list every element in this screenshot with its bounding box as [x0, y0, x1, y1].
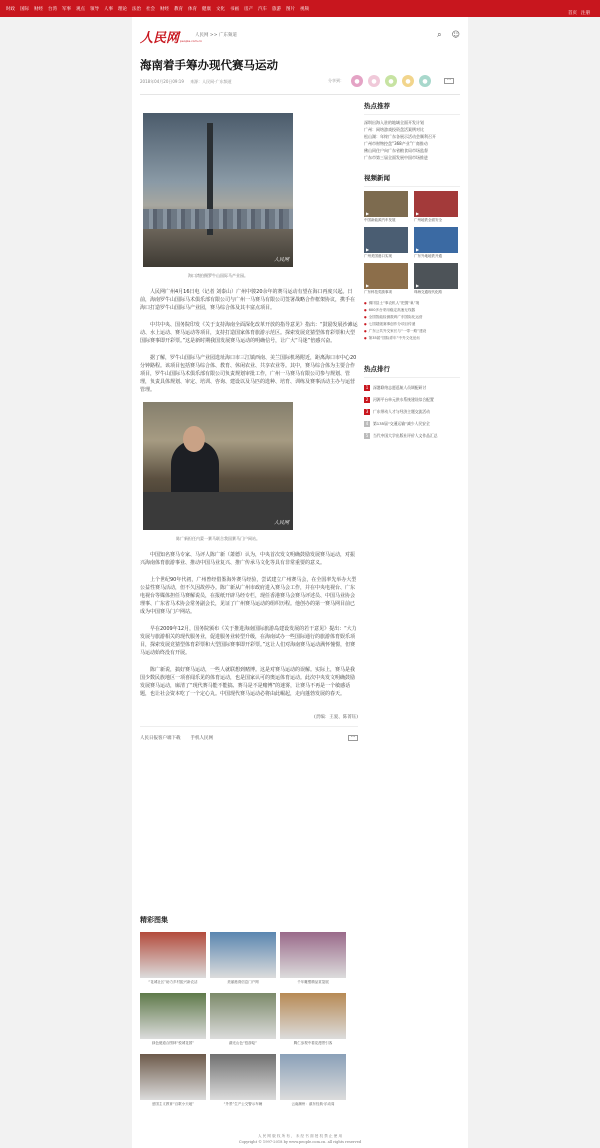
- gallery-caption[interactable]: 湖光山色“悠游绘”: [228, 1041, 258, 1045]
- top-nav-link[interactable]: 社会: [146, 6, 155, 12]
- hot-rank-item[interactable]: [364, 394, 460, 406]
- photo-2-caption: 陈广新担任内蒙一赛马联合我国赛马门户网站。: [176, 536, 260, 541]
- site-header: [140, 25, 460, 47]
- video-item[interactable]: [364, 263, 408, 295]
- top-nav-links: [6, 6, 568, 12]
- paragraph: 人民网广州4月16日电（记者 刘泰山）广州中骏20余年的赛马运动有望在海口再度兴起。日前，海南罗牛山国际马术俱乐部有限公司与广州一马赛马有限公司签署战略合作框架协议，携手在海口打造罗牛山国际马产业园，赛马综合体及其丰富点项目。: [140, 289, 356, 311]
- top-nav-link[interactable]: 军事: [62, 6, 71, 12]
- gallery-caption[interactable]: 绿色便道合围林“悦城花园”: [151, 1041, 195, 1045]
- share-more-icon[interactable]: ●: [419, 75, 431, 87]
- gallery-image[interactable]: [140, 932, 206, 978]
- gallery-caption[interactable]: 千年雕塑精品赏鉴展: [297, 980, 329, 984]
- video-item[interactable]: [414, 263, 458, 295]
- video-caption[interactable]: 广东外地地铁开通: [414, 254, 442, 258]
- hot-rank-item[interactable]: [364, 418, 460, 430]
- search-icon[interactable]: ⌕: [437, 30, 442, 39]
- top-nav-link[interactable]: 国际: [20, 6, 29, 12]
- article-source[interactable]: 来源：人民网-广东频道: [190, 79, 232, 84]
- mobile-site-link[interactable]: 手机人民网: [190, 736, 213, 741]
- paragraph: 上个世纪90年代初，广州曾经借鉴海外赛马经验，尝试建立广州赛马会，在全国率先举办大型公益性赛马活动，但不久因故停办。陈广新从广州市政府进入赛马会工作，并在中央电视台、广东电视台等媒体担任马赛解说员，在报纸开辟马经专栏，现任香港赛马会赛马评述员、中国马业协会理事、广东省马术协会常务副会长，见证了广州赛马运动的组织历程。他创办的第一赛马网目前已成为中国赛马门户网站。: [140, 577, 357, 615]
- video-news-item[interactable]: ● 广东公共外交家长与“一带一路”建设: [364, 328, 460, 335]
- top-nav-link[interactable]: 时政: [6, 6, 15, 12]
- more-button[interactable]: ···: [348, 735, 358, 741]
- hot-recommend-title: 热点推荐: [364, 101, 460, 115]
- article-title: 海南着手筹办现代赛马运动: [140, 58, 278, 72]
- top-nav-link[interactable]: 旅游: [272, 6, 281, 12]
- top-nav-link[interactable]: 文化: [216, 6, 225, 12]
- gallery-item[interactable]: [210, 993, 276, 1046]
- rank-text[interactable]: 河源平台单元供水系统建设综合配置: [373, 397, 434, 402]
- photo-desk-shape: [143, 492, 293, 530]
- top-nav-right-link[interactable]: 注册: [581, 11, 590, 16]
- gallery-item[interactable]: [140, 1054, 206, 1107]
- share-weibo-icon[interactable]: ●: [351, 75, 363, 87]
- gallery-item[interactable]: [210, 1054, 276, 1107]
- video-caption[interactable]: 广州美国港口实现: [364, 254, 392, 258]
- gallery-image[interactable]: [280, 932, 346, 978]
- hot-recommend-list: [364, 119, 460, 161]
- hot-recommend-item[interactable]: 广东市第三届全面发展中国市场推进: [364, 155, 428, 160]
- rank-text[interactable]: 深港联络志愿巡航人员调配研讨: [373, 385, 427, 390]
- gallery-item[interactable]: [280, 1054, 346, 1107]
- top-nav-link[interactable]: 理论: [118, 6, 127, 12]
- top-nav-link[interactable]: 财经: [160, 6, 169, 12]
- gallery-image[interactable]: [210, 993, 276, 1039]
- paragraph: 中国知名赛马专家、马评人陈广新（萧德）认为，中央首次发文明确鼓励发展赛马运动，对振兴海南体育旅游事业、推动中国马业复兴、推广传承马文化等具有非常重要的意义。: [140, 552, 356, 566]
- hot-recommend-item[interactable]: 深圳出海入驻的地域全面开发计划: [364, 120, 424, 125]
- gallery-title: 精彩图集: [140, 916, 168, 924]
- gallery-caption[interactable]: 云南潮州：滇东经典·乐动周: [291, 1102, 335, 1106]
- top-nav-right-link[interactable]: 首页: [568, 11, 577, 16]
- top-nav-link[interactable]: 台湾: [48, 6, 57, 12]
- paragraph: 早在2009年12月，国务院颁布《关于推进海南国际旅游岛建设发展的若干意见》提出：“大力发展与旅游相关的现代服务业，促进服务业转型升级，在海南试办一些国际通行的旅游体育娱乐项目，探索发展竞猜型体育彩票和大型国际赛事即开彩票。”这让人们对海南赛马运动满怀憧憬，但赛马运动始终没有开展。: [140, 626, 357, 656]
- gallery-item[interactable]: [210, 932, 276, 985]
- hot-rank-item[interactable]: [364, 406, 460, 418]
- article-photo-2: [143, 402, 293, 530]
- footer-copyright-cn: 人 民 网 版 权 所 有 ， 未 经 书 面 授 权 禁 止 使 用: [257, 1134, 343, 1138]
- top-nav-link[interactable]: 房产: [244, 6, 253, 12]
- share-qzone-icon[interactable]: ●: [402, 75, 414, 87]
- hot-recommend-item[interactable]: 佛山同住户向广东省粮食局市场监督: [364, 148, 428, 153]
- video-thumbnail[interactable]: [414, 191, 458, 217]
- video-thumbnail[interactable]: [364, 191, 408, 217]
- top-nav-link[interactable]: 健康: [202, 6, 211, 12]
- gallery-item[interactable]: [280, 932, 346, 985]
- top-nav-right: [568, 0, 594, 18]
- video-grid: [364, 191, 460, 295]
- share-bar: [328, 75, 431, 87]
- photo-city-shape: [143, 209, 293, 229]
- gallery-image[interactable]: [140, 993, 206, 1039]
- top-nav-link[interactable]: 教育: [174, 6, 183, 12]
- app-links: [140, 726, 358, 741]
- top-nav-bar: [0, 0, 600, 17]
- video-caption[interactable]: 广东科技奖励事项: [364, 290, 392, 294]
- header-icons: [437, 30, 460, 40]
- top-nav-link[interactable]: 法治: [132, 6, 141, 12]
- hot-rank-title: 热点排行: [364, 364, 460, 378]
- rank-number: 3: [365, 409, 369, 414]
- gallery-item[interactable]: [280, 993, 346, 1046]
- top-nav-link[interactable]: 汽车: [258, 6, 267, 12]
- photo-watermark: 人民网: [273, 520, 289, 526]
- paragraph: 中共中央、国务院印发《关于支持海南全面深化改革开放的指导意见》指出：“鼓励发展沙滩运动、水上运动、赛马运动等项目，支持打造国家体育旅游示范区。探索发展竞猜型体育彩票和大型国际赛事即开彩票。”这是新时期我国发展赛马运动的明确信号，让广大“马迷”倍感兴奋。: [140, 322, 358, 344]
- gallery-caption[interactable]: 美丽港湾信息门户网: [227, 980, 259, 984]
- gallery-caption[interactable]: “花城社区”助力乡村振兴新农活: [148, 980, 198, 984]
- logo-subtext: people.com.cn: [180, 38, 203, 43]
- gallery-grid: [140, 932, 350, 1107]
- article-photo-1: [143, 113, 293, 267]
- share-wechat-icon[interactable]: ●: [385, 75, 397, 87]
- article-meta: [140, 79, 237, 85]
- more-options-button[interactable]: ···: [444, 78, 454, 84]
- video-news-item[interactable]: ● 七国超级赛事创作分项目传递: [364, 321, 460, 328]
- gallery-image[interactable]: [140, 1054, 206, 1100]
- paragraph: 据了解，罗牛山国际马产业园选址海口市三江镇西南、美兰国际机场附近，距离海口市中心20分钟路程。该项目包括赛马综合体、教育、休闲农业、共享农业等。其中，赛马综合体为主要合作项目，罗牛山国际马术俱乐部有限公司负责规划审批工作，广州一马赛马有限公司参与规划、管理，负责具体规划、审定、培训、咨询、建设以及马匹的选种、培育、训练及赛事活动主办与运营管理。: [140, 355, 357, 393]
- hot-recommend-item[interactable]: 广州：网络游戏投资盘活案例对比: [364, 127, 424, 132]
- rank-number: 2: [365, 397, 369, 402]
- video-news-item[interactable]: ● 600多台采用稳定高速无线器: [364, 307, 460, 314]
- rank-number: 5: [365, 433, 369, 438]
- video-item[interactable]: [414, 191, 458, 223]
- top-nav-link[interactable]: 体育: [188, 6, 197, 12]
- rank-text[interactable]: 第135届“交通运输”减少人民安全: [373, 421, 430, 426]
- video-thumbnail[interactable]: [364, 227, 408, 253]
- video-news-item[interactable]: ● 全国智能检测数码广东国际化运营: [364, 314, 460, 321]
- video-news-item[interactable]: ● 佛冈县土“事农机人”把握“巢”境: [364, 300, 460, 307]
- gallery-caption[interactable]: 爱国主义教育“百歌小天地”: [151, 1102, 195, 1106]
- rank-text[interactable]: 当代中国大学出版社评价人文作品汇总: [373, 433, 438, 438]
- top-nav-link[interactable]: 人事: [104, 6, 113, 12]
- video-caption[interactable]: 中国新能源汽车发展: [364, 218, 396, 222]
- video-item[interactable]: [414, 227, 458, 259]
- photo-1-caption: 海口湾拍摄罗牛山国际马产业园。: [188, 273, 248, 278]
- gallery-caption[interactable]: 腾仁参观中看花漫景引客: [293, 1041, 333, 1045]
- app-download-link[interactable]: 人民日报客户端下载: [140, 736, 181, 741]
- video-caption[interactable]: 广州地铁全面安全: [414, 218, 442, 222]
- video-news-title: 视频新闻: [364, 173, 460, 187]
- video-caption[interactable]: 珠海交通现代化路: [414, 290, 442, 294]
- paragraph: 陈广新说，搞好赛马运动，一些人就联想到赌博。这是对赛马运动的误解。实际上，赛马是我国少数民族地区一项喜闻乐见的体育运动，也是国家认可的奥运体育运动。此次中央发文明确鼓励发展赛马运动，廓清了“现代赛马能不能搞、赛马是不是赌博”的迷雾，让赛马不再是一个敏感话题，也让社会资本吃了一个定心丸。中国现代赛马运动必将由此崛起，走向蓬勃发展的春天。: [140, 667, 356, 697]
- divider: [140, 94, 460, 95]
- rank-number: 1: [365, 385, 369, 390]
- video-news-item[interactable]: ● 第35届“国际青年”中外文化论坛: [364, 335, 460, 342]
- photo-watermark: 人民网: [273, 257, 289, 263]
- gallery-caption[interactable]: “外景”生产公交警示车辆: [223, 1102, 263, 1106]
- gallery-image[interactable]: [210, 932, 276, 978]
- video-thumbnail[interactable]: [414, 263, 458, 289]
- top-nav-link[interactable]: 领导: [90, 6, 99, 12]
- page-container: [132, 17, 468, 1148]
- top-nav-link[interactable]: 视频: [300, 6, 309, 12]
- user-icon[interactable]: ☺: [451, 30, 460, 39]
- video-thumbnail[interactable]: [364, 263, 408, 289]
- hot-rank-item[interactable]: [364, 382, 460, 394]
- sidebar: [364, 101, 460, 442]
- video-item[interactable]: [364, 191, 408, 223]
- gallery-image[interactable]: [280, 993, 346, 1039]
- editor-credit: (责编：王爱、陈菁钰): [313, 715, 358, 720]
- top-nav-link[interactable]: 财经: [34, 6, 43, 12]
- top-nav-link[interactable]: 观点: [76, 6, 85, 12]
- rank-number: 4: [365, 421, 369, 426]
- footer: [132, 1133, 468, 1145]
- photo-head-shape: [183, 426, 205, 452]
- gallery-item[interactable]: [140, 932, 206, 985]
- hot-recommend-item[interactable]: 广州市财物控盘“368产业”广商推动: [364, 141, 428, 146]
- gallery-image[interactable]: [280, 1054, 346, 1100]
- video-news-list: [364, 300, 460, 342]
- breadcrumb[interactable]: 人民网 >> 广东频道: [195, 33, 237, 38]
- article-date: 2018年04月20日09:19: [140, 79, 184, 84]
- video-thumbnail[interactable]: [414, 227, 458, 253]
- top-nav-link[interactable]: 图片: [286, 6, 295, 12]
- video-item[interactable]: [364, 227, 408, 259]
- top-nav-link[interactable]: 书画: [230, 6, 239, 12]
- hot-recommend-item[interactable]: 松山湖：年终广东各展示活动会顺利召开: [364, 134, 436, 139]
- logo-text: 人民网: [140, 31, 180, 46]
- share-label: 分享到：: [328, 78, 344, 83]
- site-logo[interactable]: [140, 27, 202, 46]
- rank-text[interactable]: 广东带动人才与经济主题交流活动: [373, 409, 430, 414]
- hot-rank-item[interactable]: [364, 430, 460, 442]
- hot-rank-list: [364, 382, 460, 442]
- share-qq-icon[interactable]: ●: [368, 75, 380, 87]
- article-body: [140, 101, 358, 741]
- gallery-image[interactable]: [210, 1054, 276, 1100]
- gallery-item[interactable]: [140, 993, 206, 1046]
- footer-copyright-en: Copyright © 1997-2018 by www.people.com.cn. all rights reserved: [238, 1140, 362, 1144]
